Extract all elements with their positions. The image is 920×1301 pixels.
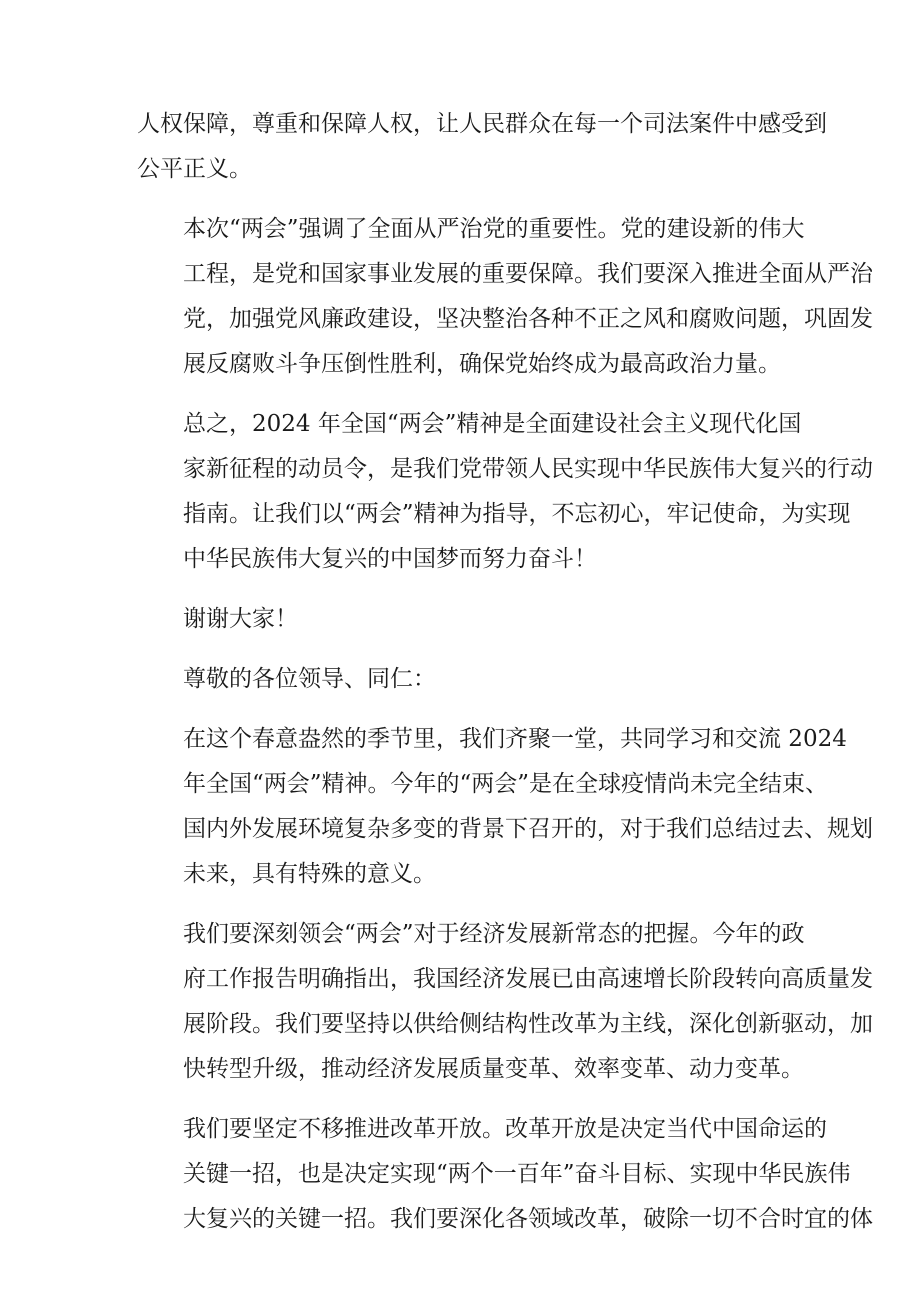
text-line: 中华民族伟大复兴的中国梦而努力奋斗！ [183,546,597,572]
text-line: 指南。让我们以“两会”精神为指导，不忘初心，牢记使命，为实现 [183,501,851,527]
text-line: 公平正义。 [137,156,252,182]
text-line: 我们要深刻领会“两会”对于经济发展新常态的把握。今年的政 [183,921,805,947]
text-line: 尊敬的各位领导、同仁： [183,666,436,692]
paragraph [137,1107,873,1242]
text-line: 年全国“两会”精神。今年的“两会”是在全球疫情尚未完全结束、 [183,771,829,797]
text-line: 工程，是党和国家事业发展的重要保障。我们要深入推进全面从严治 [183,261,873,287]
paragraph [137,657,791,702]
text-line: 人权保障，尊重和保障人权，让人民群众在每一个司法案件中感受到 [137,111,827,137]
text-line: 大复兴的关键一招。我们要深化各领域改革，破除一切不合时宜的体 [183,1206,873,1232]
text-line: 关键一招，也是决定实现“两个一百年”奋斗目标、实现中华民族伟 [183,1161,851,1187]
text-line: 展反腐败斗争压倒性胜利，确保党始终成为最高政治力量。 [183,351,781,377]
text-line: 快转型升级，推动经济发展质量变革、效率变革、动力变革。 [183,1056,804,1082]
text-line: 在这个春意盎然的季节里，我们齐聚一堂，共同学习和交流 2024 [183,726,847,752]
paragraph [137,717,873,897]
text-line: 谢谢大家！ [183,606,298,632]
paragraph [137,102,827,192]
text-line: 我们要坚定不移推进改革开放。改革开放是决定当代中国命运的 [183,1116,827,1142]
text-line: 本次“两会”强调了全面从严治党的重要性。党的建设新的伟大 [183,216,805,242]
paragraph [137,402,873,582]
text-line: 家新征程的动员令，是我们党带领人民实现中华民族伟大复兴的行动 [183,456,873,482]
text-line: 总之，2024 年全国“两会”精神是全面建设社会主义现代化国 [183,411,802,437]
paragraph [137,597,791,642]
document-body [137,102,873,1257]
text-line: 展阶段。我们要坚持以供给侧结构性改革为主线，深化创新驱动，加 [183,1011,873,1037]
paragraph [137,207,873,387]
text-line: 党，加强党风廉政建设，坚决整治各种不正之风和腐败问题，巩固发 [183,306,873,332]
text-line: 国内外发展环境复杂多变的背景下召开的，对于我们总结过去、规划 [183,816,873,842]
text-line: 府工作报告明确指出，我国经济发展已由高速增长阶段转向高质量发 [183,966,873,992]
paragraph [137,912,873,1092]
text-line: 未来，具有特殊的意义。 [183,861,436,887]
